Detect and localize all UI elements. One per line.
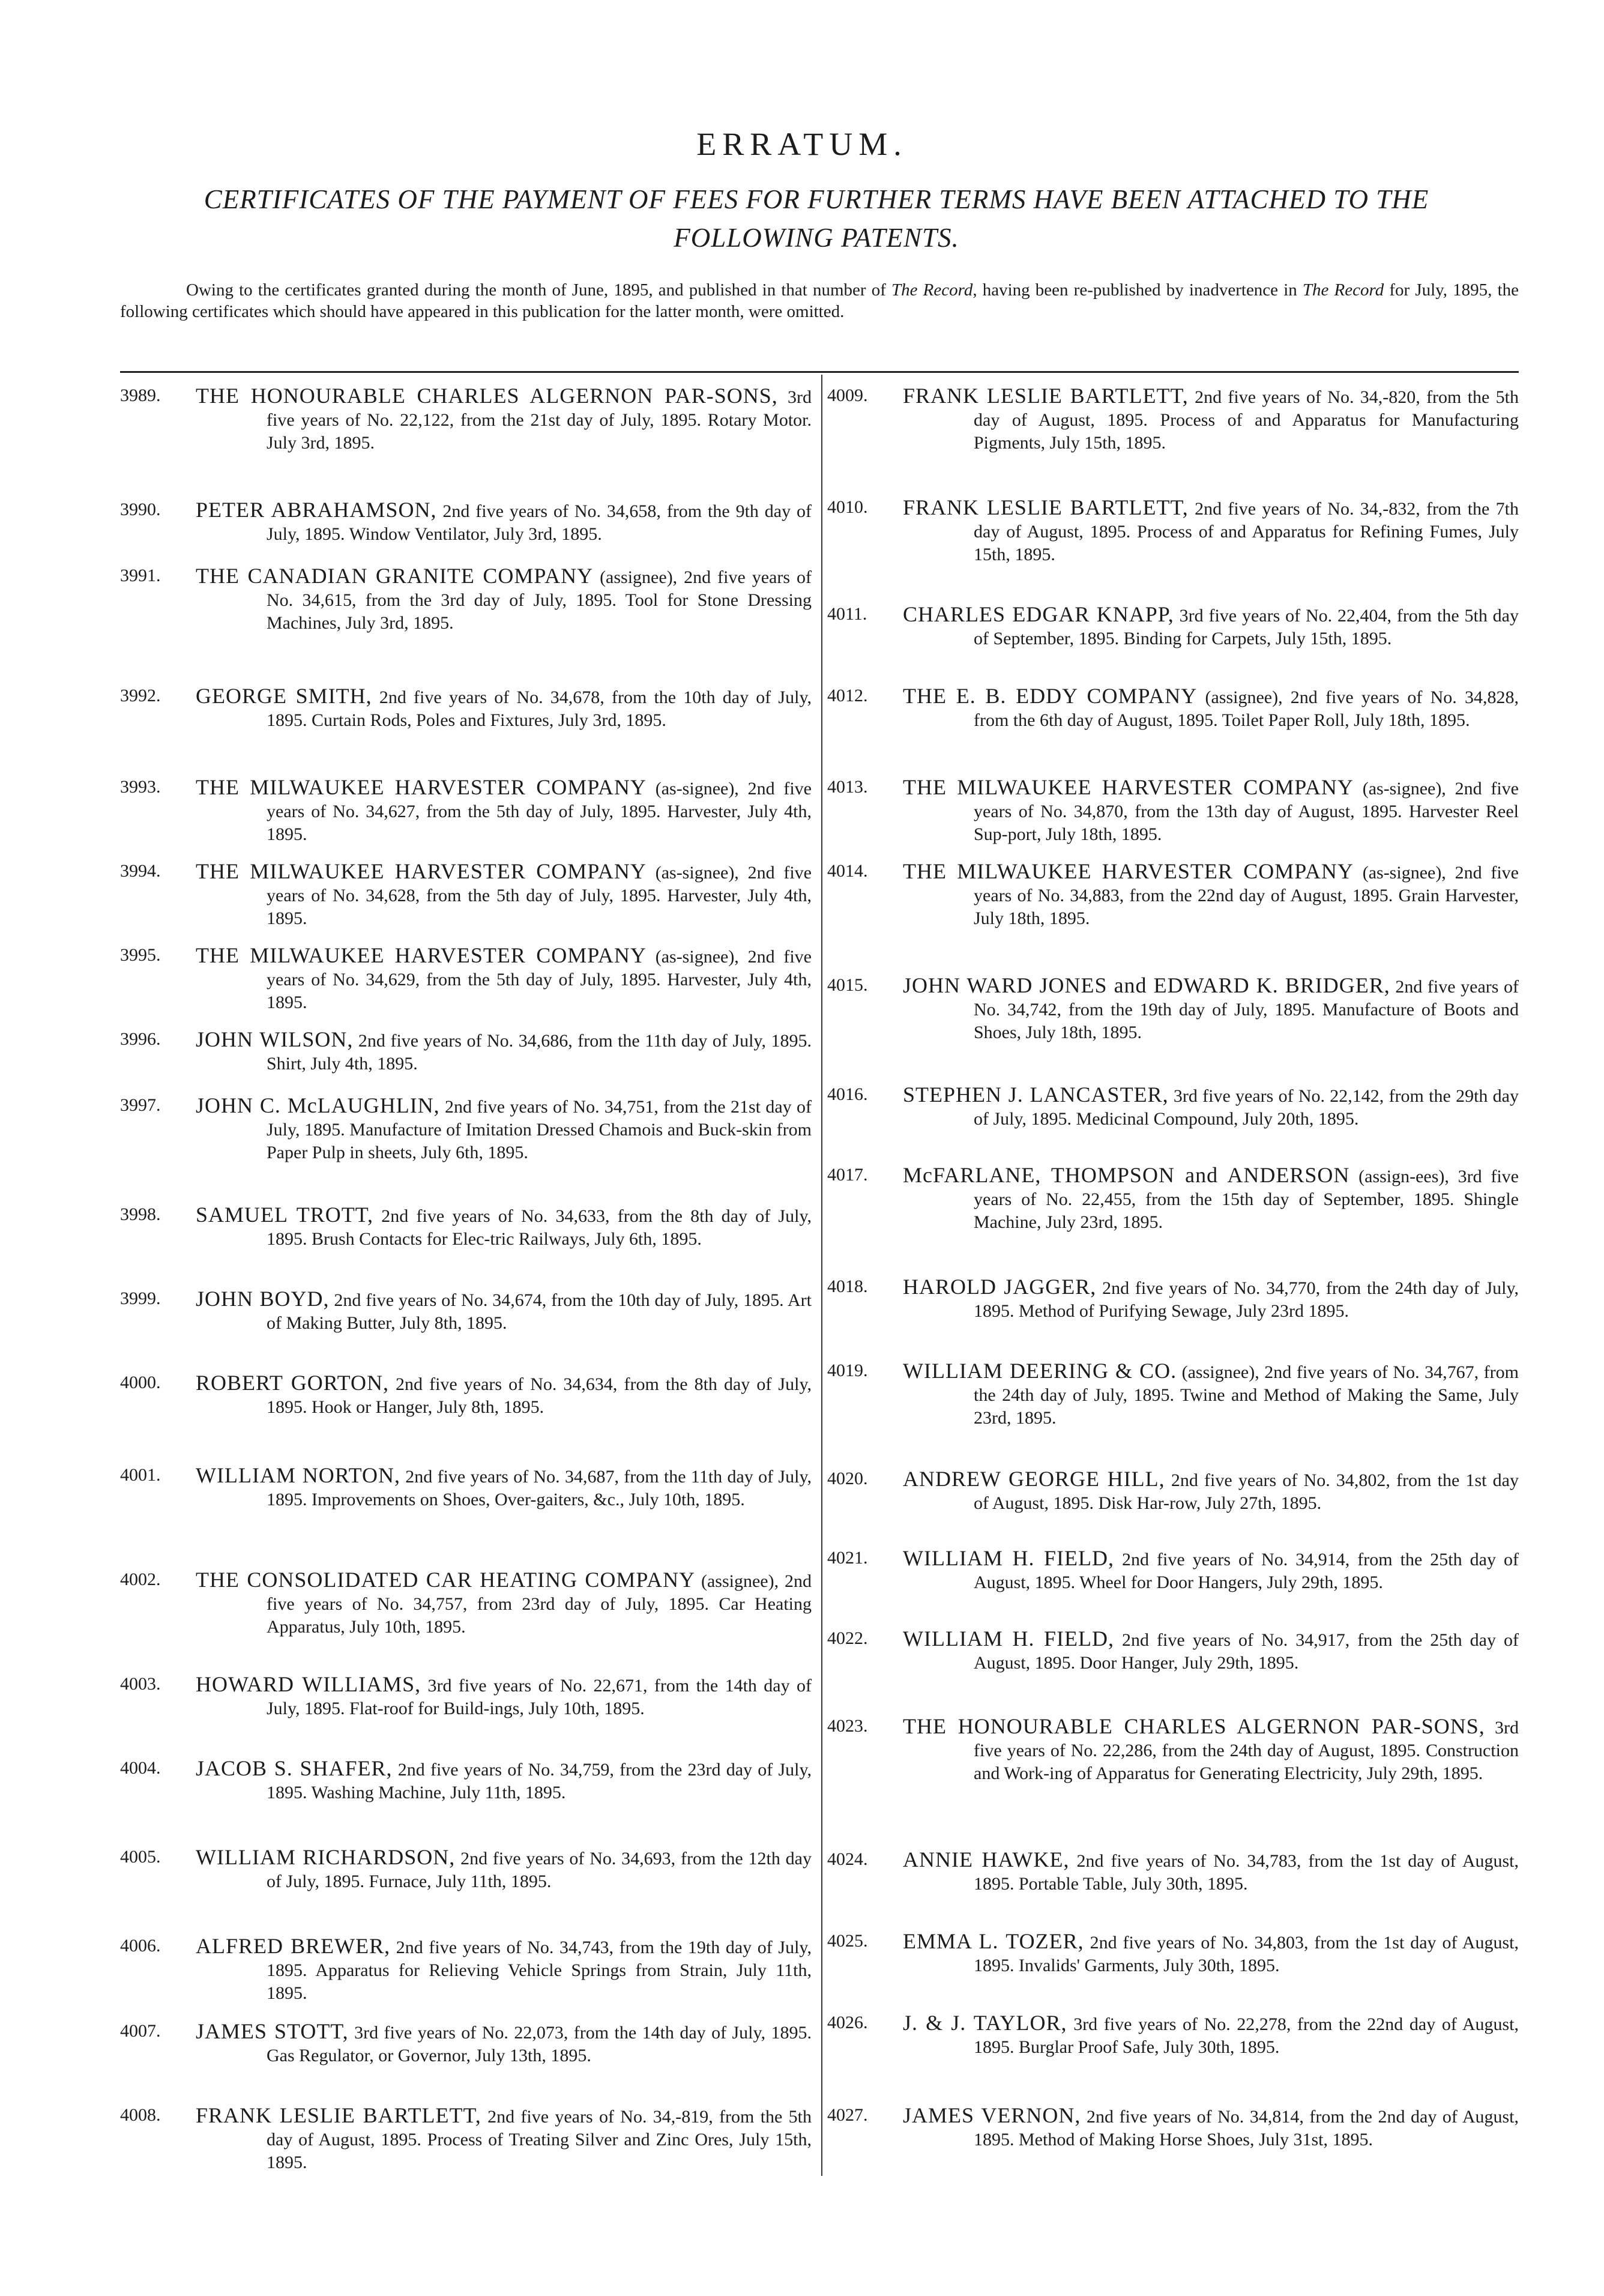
patent-details: 3rd five years of No. 22,122, from the 21st day of July, 1895. Rotary Motor. July 3rd, 1895.: [267, 387, 812, 453]
patent-details: 2nd five years of No. 34,-820, from the 5th day of August, 1895. Process of and Apparatus for Manufacturing Pigments, July 15th, 1895.: [974, 387, 1519, 453]
patentee-name: JOHN WILSON,: [196, 1027, 354, 1051]
patentee-name: WILLIAM H. FIELD,: [903, 1627, 1114, 1651]
patentee-name: PETER ABRAHAMSON,: [196, 498, 437, 522]
patentee-name: THE MILWAUKEE HARVESTER COMPANY: [196, 775, 647, 799]
certificate-number: 4007.: [120, 2021, 161, 2041]
patent-details: 2nd five years of No. 34,803, from the 1st day of August, 1895. Invalids' Garments, July 30th, 1895.: [974, 1933, 1519, 1975]
certificate-number: 4027.: [827, 2105, 868, 2125]
patent-details: (assign-ees), 3rd five years of No. 22,455, from the 15th day of September, 1895. Shingle Machine, July 23rd, 1895.: [974, 1167, 1519, 1232]
certificate-number: 3990.: [120, 500, 161, 519]
certificate-text: [903, 1083, 1519, 1131]
patent-details: 3rd five years of No. 22,278, from the 22nd day of August, 1895. Burglar Proof Safe, July 30th, 1895.: [974, 2014, 1519, 2057]
certificate-number: 3989.: [120, 385, 161, 405]
patent-details: 2nd five years of No. 34,914, from the 25th day of August, 1895. Wheel for Door Hangers, July 29th, 1895.: [974, 1550, 1519, 1592]
certificate-text: [903, 1547, 1519, 1594]
patentee-name: STEPHEN J. LANCASTER,: [903, 1083, 1169, 1107]
patent-details: (assignee), 2nd five years of No. 34,767, from the 24th day of July, 1895. Twine and Method of Making the Same, July 23rd, 1895.: [974, 1362, 1519, 1428]
patentee-name: FRANK LESLIE BARTLETT,: [903, 384, 1189, 408]
patentee-name: HAROLD JAGGER,: [903, 1275, 1097, 1299]
certificate-number: 4018.: [827, 1276, 868, 1296]
certificate-number: 4005.: [120, 1847, 161, 1867]
patentee-name: WILLIAM RICHARDSON,: [196, 1845, 456, 1869]
certificate-number: 3992.: [120, 686, 161, 705]
patent-details: 2nd five years of No. 34,742, from the 19th day of July, 1895. Manufacture of Boots and Shoes, July 18th, 1895.: [974, 977, 1519, 1042]
patentee-name: McFARLANE, THOMPSON and ANDERSON: [903, 1163, 1350, 1187]
patentee-name: GEORGE SMITH,: [196, 684, 372, 708]
patentee-name: JAMES VERNON,: [903, 2103, 1081, 2127]
certificate-text: [903, 1359, 1519, 1430]
certificate-text: [903, 776, 1519, 846]
certificate-number: 3998.: [120, 1204, 161, 1224]
certificate-text: [196, 1371, 812, 1419]
certificate-number: 3993.: [120, 777, 161, 797]
certificate-number: 4026.: [827, 2013, 868, 2032]
patent-details: 2nd five years of No. 34,-832, from the 7th day of August, 1895. Process of and Apparatus for Refining Fumes, July 15th, 1895.: [974, 499, 1519, 564]
certificate-number: 4022.: [827, 1628, 868, 1648]
certificate-number: 4017.: [827, 1165, 868, 1185]
patent-details: 2nd five years of No. 34,770, from the 24th day of July, 1895. Method of Purifying Sewage, July 23rd 1895.: [974, 1278, 1519, 1321]
certificate-text: [196, 776, 812, 846]
certificate-number: 4008.: [120, 2105, 161, 2125]
intro-journal-2: The Record: [1302, 280, 1384, 300]
patentee-name: ROBERT GORTON,: [196, 1371, 389, 1395]
patentee-name: THE HONOURABLE CHARLES ALGERNON PAR-SONS,: [196, 384, 778, 408]
intro-text-2: , having been re-published by inadvertence in: [972, 280, 1303, 300]
patent-details: (assignee), 2nd five years of No. 34,757, from 23rd day of July, 1895. Car Heating Apparatus, July 10th, 1895.: [267, 1571, 812, 1637]
patent-details: (assignee), 2nd five years of No. 34,828, from the 6th day of August, 1895. Toilet Paper Roll, July 18th, 1895.: [974, 687, 1519, 730]
certificate-number: 4023.: [827, 1716, 868, 1736]
patentee-name: JACOB S. SHAFER,: [196, 1756, 393, 1780]
patent-details: 2nd five years of No. 34,759, from the 23rd day of July, 1895. Washing Machine, July 11th, 1895.: [267, 1760, 812, 1802]
patent-details: 2nd five years of No. 34,687, from the 11th day of July, 1895. Improvements on Shoes, Over-gaiters, &c., July 10th, 1895.: [267, 1467, 812, 1509]
intro-journal-1: The Record: [891, 280, 973, 300]
patent-details: (assignee), 2nd five years of No. 34,615, from the 3rd day of July, 1895. Tool for Stone Dressing Machines, July 3rd, 1895.: [267, 567, 812, 633]
certificate-text: [903, 860, 1519, 930]
certificate-text: [196, 1287, 812, 1335]
patentee-name: THE CANADIAN GRANITE COMPANY: [196, 564, 594, 588]
certificate-text: [903, 2104, 1519, 2151]
certificate-number: 3991.: [120, 566, 161, 585]
certificate-text: [196, 1935, 812, 2005]
certificate-text: [196, 384, 812, 455]
patent-details: (as-signee), 2nd five years of No. 34,629, from the 5th day of July, 1895. Harvester, July 4th, 1895.: [267, 947, 812, 1012]
certificate-text: [903, 974, 1519, 1044]
certificate-number: 4024.: [827, 1849, 868, 1869]
patentee-name: J. & J. TAYLOR,: [903, 2011, 1067, 2035]
certificate-number: 4010.: [827, 497, 868, 517]
certificate-text: [196, 1568, 812, 1639]
certificate-number: 3996.: [120, 1029, 161, 1049]
patentee-name: JOHN WARD JONES and EDWARD K. BRIDGER,: [903, 973, 1390, 997]
patentee-name: WILLIAM NORTON,: [196, 1463, 400, 1487]
certificate-number: 4009.: [827, 385, 868, 405]
patent-details: 2nd five years of No. 34,686, from the 11th day of July, 1895. Shirt, July 4th, 1895.: [267, 1031, 812, 1074]
certificate-number: 4013.: [827, 777, 868, 797]
patent-details: 2nd five years of No. 34,633, from the 8th day of July, 1895. Brush Contacts for Elec-tric Railways, July 6th, 1895.: [267, 1206, 812, 1249]
certificate-text: [903, 1930, 1519, 1977]
patentee-name: ANNIE HAWKE,: [903, 1847, 1070, 1872]
patentee-name: SAMUEL TROTT,: [196, 1203, 374, 1227]
certificate-text: [903, 496, 1519, 566]
patent-details: 2nd five years of No. 34,783, from the 1st day of August, 1895. Portable Table, July 30th, 1895.: [974, 1851, 1519, 1894]
patent-details: 2nd five years of No. 34,678, from the 10th day of July, 1895. Curtain Rods, Poles and Fixtures, July 3rd, 1895.: [267, 687, 812, 730]
patent-details: (as-signee), 2nd five years of No. 34,883, from the 22nd day of August, 1895. Grain Harvester, July 18th, 1895.: [974, 863, 1519, 928]
patentee-name: JAMES STOTT,: [196, 2019, 349, 2043]
certificate-number: 3999.: [120, 1288, 161, 1308]
certificate-text: [196, 684, 812, 732]
patentee-name: ALFRED BREWER,: [196, 1934, 391, 1958]
patent-details: 2nd five years of No. 34,802, from the 1st day of August, 1895. Disk Har-row, July 27th, 1895.: [974, 1470, 1519, 1513]
certificate-number: 4021.: [827, 1548, 868, 1568]
certificate-number: 4020.: [827, 1469, 868, 1488]
patentee-name: HOWARD WILLIAMS,: [196, 1672, 421, 1696]
patent-details: 3rd five years of No. 22,286, from the 24th day of August, 1895. Construction and Work-ing of Apparatus for Generating Electricity, July 29th, 1895.: [974, 1718, 1519, 1783]
patentee-name: WILLIAM DEERING & CO.: [903, 1359, 1177, 1383]
certificate-text: [196, 2104, 812, 2174]
patent-details: 3rd five years of No. 22,142, from the 29th day of July, 1895. Medicinal Compound, July 20th, 1895.: [974, 1086, 1519, 1129]
patent-details: 2nd five years of No. 34,917, from the 25th day of August, 1895. Door Hanger, July 29th, 1895.: [974, 1630, 1519, 1673]
patent-details: 2nd five years of No. 34,814, from the 2nd day of August, 1895. Method of Making Horse Shoes, July 31st, 1895.: [974, 2107, 1519, 2149]
patentee-name: THE MILWAUKEE HARVESTER COMPANY: [903, 775, 1354, 799]
certificate-text: [196, 1203, 812, 1251]
certificate-number: 3997.: [120, 1095, 161, 1115]
patent-details: 2nd five years of No. 34,-819, from the 5th day of August, 1895. Process of Treating Silver and Zinc Ores, July 15th, 1895.: [267, 2107, 812, 2172]
certificate-text: [196, 1757, 812, 1804]
intro-text-3: for July, 1895, the following certificates which should have appeared in this publication for the latter month, were omitted.: [120, 280, 1519, 321]
certificate-number: 4016.: [827, 1084, 868, 1104]
patentee-name: FRANK LESLIE BARTLETT,: [196, 2103, 481, 2127]
certificate-number: 4006.: [120, 1936, 161, 1956]
certificate-number: 4025.: [827, 1931, 868, 1951]
certificate-number: 4004.: [120, 1758, 161, 1778]
certificate-number: 3994.: [120, 861, 161, 881]
certificate-text: [196, 1028, 812, 1075]
certificate-number: 4019.: [827, 1361, 868, 1380]
patent-details: 2nd five years of No. 34,674, from the 10th day of July, 1895. Art of Making Butter, July 8th, 1895.: [267, 1290, 812, 1333]
patentee-name: THE MILWAUKEE HARVESTER COMPANY: [196, 859, 647, 883]
patentee-name: THE HONOURABLE CHARLES ALGERNON PAR-SONS,: [903, 1714, 1485, 1738]
patent-details: 2nd five years of No. 34,743, from the 19th day of July, 1895. Apparatus for Relieving Vehicle Springs from Strain, July 11th, 1895.: [267, 1938, 812, 2003]
certificate-text: [196, 1673, 812, 1720]
certificate-text: [903, 384, 1519, 455]
patent-details: (as-signee), 2nd five years of No. 34,627, from the 5th day of July, 1895. Harvester, July 4th, 1895.: [267, 779, 812, 844]
patentee-name: JOHN C. McLAUGHLIN,: [196, 1093, 440, 1117]
certificate-text: [903, 1848, 1519, 1896]
certificate-text: [903, 1164, 1519, 1234]
certificate-number: 4012.: [827, 686, 868, 705]
certificate-text: [196, 564, 812, 635]
certificate-text: [903, 1467, 1519, 1515]
page-subtitle: CERTIFICATES OF THE PAYMENT OF FEES FOR FURTHER TERMS HAVE BEEN ATTACHED TO THE FOLLOWING PATENTS.: [204, 184, 1429, 253]
intro-paragraph: [120, 279, 1519, 322]
patentee-name: EMMA L. TOZER,: [903, 1929, 1084, 1953]
patent-details: (as-signee), 2nd five years of No. 34,628, from the 5th day of July, 1895. Harvester, July 4th, 1895.: [267, 863, 812, 928]
certificate-text: [196, 1846, 812, 1893]
certificate-text: [196, 1094, 812, 1164]
certificate-number: 4014.: [827, 861, 868, 881]
certificate-text: [903, 684, 1519, 732]
patent-details: 2nd five years of No. 34,693, from the 12th day of July, 1895. Furnace, July 11th, 1895.: [267, 1849, 812, 1891]
patentee-name: WILLIAM H. FIELD,: [903, 1546, 1114, 1570]
certificate-number: 4000.: [120, 1373, 161, 1392]
patentee-name: THE E. B. EDDY COMPANY: [903, 684, 1198, 708]
certificate-number: 4002.: [120, 1569, 161, 1589]
certificate-text: [196, 498, 812, 546]
patentee-name: THE MILWAUKEE HARVESTER COMPANY: [903, 859, 1354, 883]
patent-details: 3rd five years of No. 22,671, from the 14th day of July, 1895. Flat-roof for Build-ings, July 10th, 1895.: [267, 1676, 812, 1718]
certificate-text: [903, 1627, 1519, 1675]
patentee-name: ANDREW GEORGE HILL,: [903, 1467, 1165, 1491]
patentee-name: FRANK LESLIE BARTLETT,: [903, 495, 1189, 519]
patentee-name: CHARLES EDGAR KNAPP,: [903, 602, 1174, 626]
certificate-text: [196, 1464, 812, 1511]
intro-text-1: Owing to the certificates granted during the month of June, 1895, and published in that number of: [186, 280, 892, 300]
patentee-name: JOHN BOYD,: [196, 1287, 330, 1311]
certificate-text: [903, 1275, 1519, 1323]
certificate-text: [196, 860, 812, 930]
certificate-number: 4003.: [120, 1674, 161, 1694]
certificate-text: [903, 2011, 1519, 2059]
page-title: ERRATUM.: [696, 126, 908, 162]
certificate-number: 4011.: [827, 604, 867, 624]
patent-details: 2nd five years of No. 34,658, from the 9th day of July, 1895. Window Ventilator, July 3rd, 1895.: [267, 501, 812, 544]
patent-details: 3rd five years of No. 22,073, from the 14th day of July, 1895. Gas Regulator, or Governor, July 13th, 1895.: [267, 2023, 812, 2065]
patent-details: 2nd five years of No. 34,634, from the 8th day of July, 1895. Hook or Hanger, July 8th, 1895.: [267, 1374, 812, 1417]
certificate-text: [196, 2020, 812, 2067]
patent-details: 3rd five years of No. 22,404, from the 5th day of September, 1895. Binding for Carpets, July 15th, 1895.: [974, 606, 1519, 648]
column-divider: [821, 375, 822, 2176]
patent-details: 2nd five years of No. 34,751, from the 21st day of July, 1895. Manufacture of Imitation Dressed Chamois and Buck-skin from Paper Pulp in sheets, July 6th, 1895.: [267, 1097, 812, 1162]
certificate-text: [196, 944, 812, 1014]
patent-details: (as-signee), 2nd five years of No. 34,870, from the 13th day of August, 1895. Harvester Reel Sup-port, July 18th, 1895.: [974, 779, 1519, 844]
certificate-number: 4001.: [120, 1465, 161, 1485]
certificate-number: 3995.: [120, 945, 161, 965]
patentee-name: THE MILWAUKEE HARVESTER COMPANY: [196, 943, 647, 967]
patentee-name: THE CONSOLIDATED CAR HEATING COMPANY: [196, 1568, 696, 1592]
certificate-text: [903, 603, 1519, 650]
header-rule: [120, 371, 1519, 373]
certificate-text: [903, 1715, 1519, 1785]
certificate-number: 4015.: [827, 975, 868, 995]
